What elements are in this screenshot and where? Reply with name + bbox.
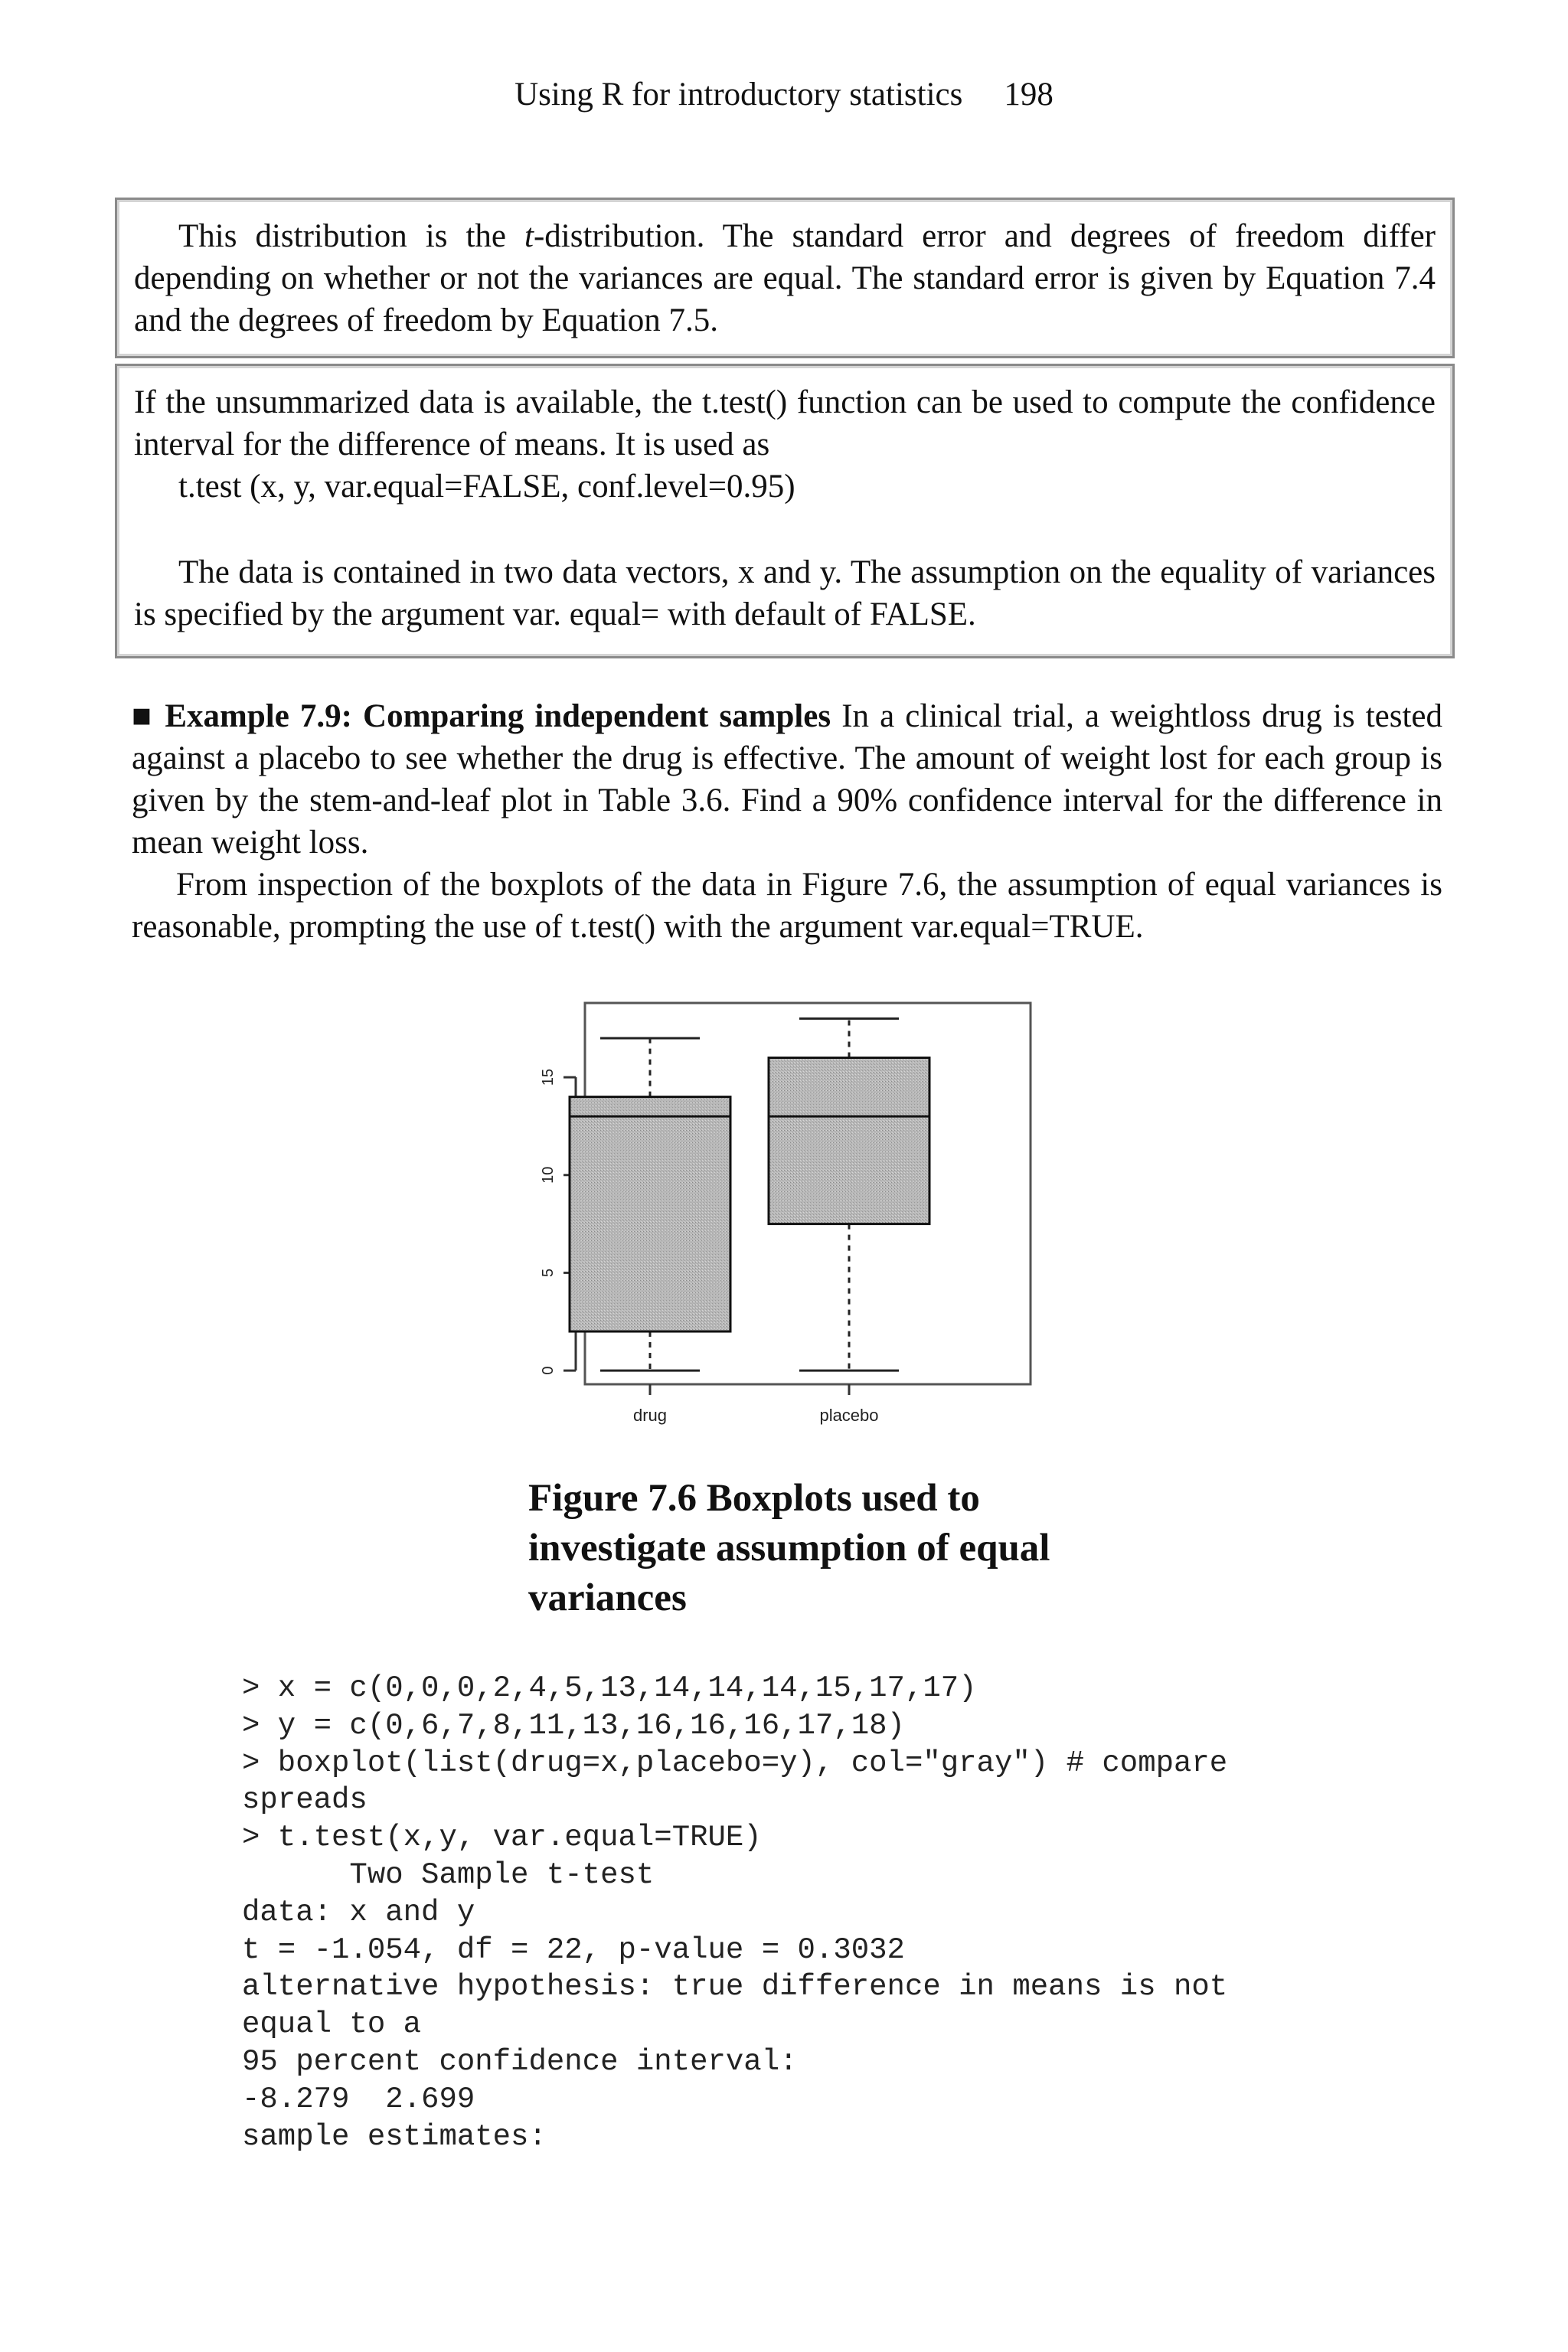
boxplot-figure: [524, 992, 1060, 1452]
page-number: 198: [1004, 77, 1054, 113]
code-line: spreads: [242, 1783, 368, 1818]
example-paragraph-2: From inspection of the boxplots of the data in Figure 7.6, the assumption of equal variances is reasonable, prompting the use of t.test() with the argument var.equal=TRUE.: [132, 867, 1442, 945]
y-tick-label: 5: [540, 1268, 557, 1277]
r-code-output: [242, 1670, 1467, 2155]
box2-paragraph-2: The data is contained in two data vectors, x and y. The assumption on the equality of variances is specified by the argument var. equal= with default of FALSE.: [134, 554, 1436, 632]
box2-paragraph-1: If the unsummarized data is available, the t.test() function can be used to compute the confidence interval for the difference of means. It is used as: [134, 384, 1436, 462]
iqr-box: [570, 1097, 730, 1331]
y-tick-label: 10: [540, 1166, 557, 1184]
box2-code-line: t.test (x, y, var.equal=FALSE, conf.level=0.95): [178, 469, 795, 505]
square-bullet-icon: ■: [132, 698, 155, 734]
box1-paragraph: This distribution is the t-distribution. The standard error and degrees of freedom differ depending on whether or not the variances are equal. The standard error is given by Equation 7.4 and the degrees of freedom by Equation 7.5.: [134, 218, 1436, 338]
example-section: [132, 695, 1442, 948]
code-line: > boxplot(list(drug=x,placebo=y), col="gray") # compare: [242, 1746, 1228, 1780]
code-line: Two Sample t-test: [242, 1857, 655, 1892]
running-header: [0, 74, 1568, 116]
code-line: alternative hypothesis: true difference in means is not: [242, 1970, 1228, 2004]
boxplot-chart: [524, 992, 1060, 1452]
boxes: [570, 1018, 929, 1370]
running-title: Using R for introductory statistics: [514, 77, 963, 113]
code-line: -8.279 2.699: [242, 2082, 475, 2116]
example-title: Example 7.9: Comparing independent samples: [165, 698, 831, 734]
definition-box: [115, 198, 1455, 358]
y-tick-label: 0: [540, 1366, 557, 1375]
code-line: t = -1.054, df = 22, p-value = 0.3032: [242, 1932, 905, 1967]
code-line: > t.test(x,y, var.equal=TRUE): [242, 1821, 762, 1855]
example-paragraph: ■ Example 7.9: Comparing independent samples In a clinical trial, a weightloss drug is tested against a placebo to see whether the drug is effective. The amount of weight lost for each group is given by the stem-and-leaf plot in Table 3.6. Find a 90% confidence interval for the difference in mean weight loss.: [132, 698, 1443, 861]
figure-caption: Figure 7.6 Boxplots used to investigate assumption of equal variances: [528, 1477, 1050, 1619]
x-axis: [633, 1384, 879, 1425]
code-line: 95 percent confidence interval:: [242, 2044, 798, 2079]
y-tick-label: 15: [540, 1068, 557, 1086]
code-line: > y = c(0,6,7,8,11,13,16,16,16,17,18): [242, 1708, 905, 1743]
box-placebo: [769, 1018, 929, 1370]
code-line: > x = c(0,0,0,2,4,5,13,14,14,14,15,17,17): [242, 1671, 977, 1705]
box-drug: [570, 1038, 730, 1370]
code-line: equal to a: [242, 2007, 422, 2042]
ttest-usage-box: [115, 364, 1455, 658]
code-line: sample estimates:: [242, 2119, 547, 2154]
iqr-box: [769, 1058, 929, 1224]
x-tick-label: drug: [632, 1406, 668, 1425]
x-tick-label: placebo: [819, 1406, 879, 1425]
code-line: data: x and y: [242, 1895, 475, 1929]
